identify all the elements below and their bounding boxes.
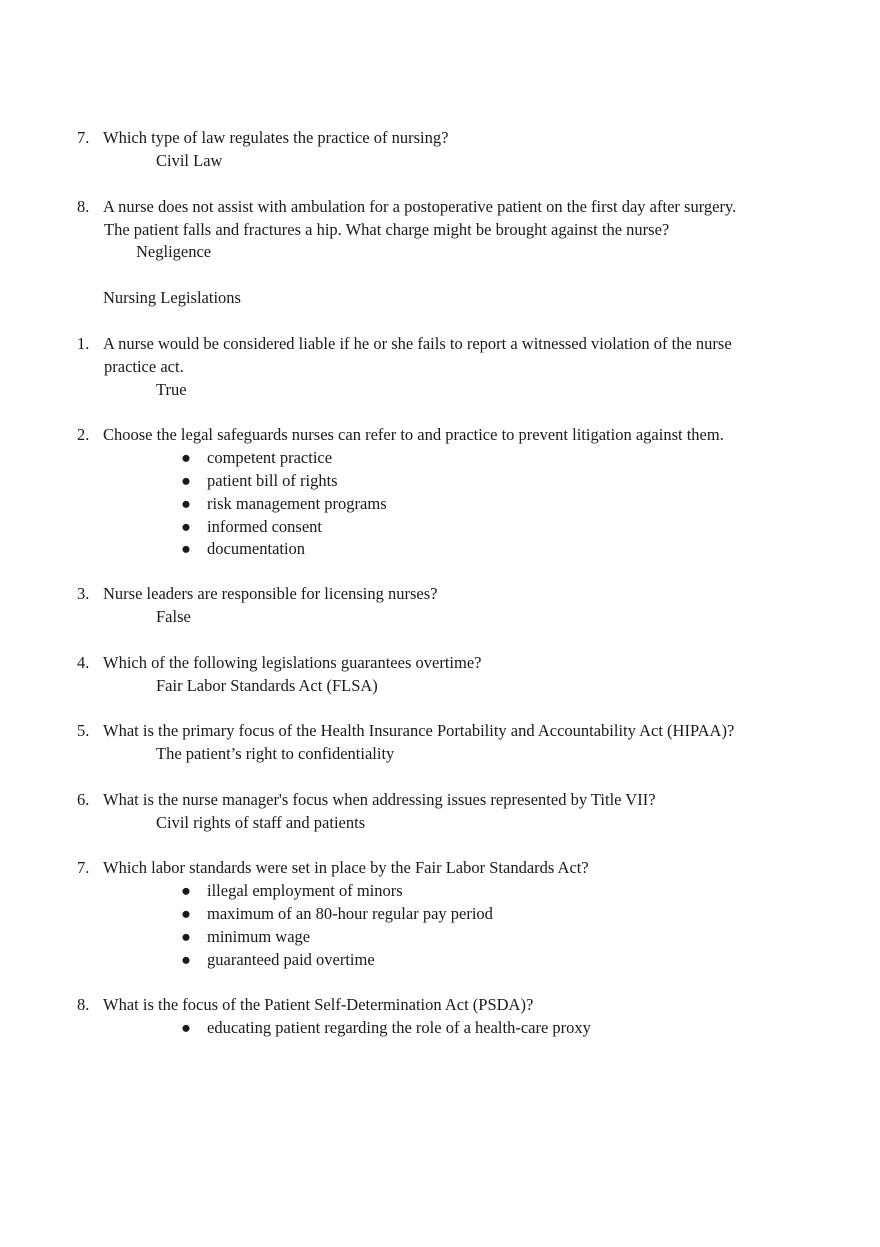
question-number: 8. xyxy=(77,995,90,1014)
bullet-icon: ● xyxy=(181,539,191,558)
bullet-icon: ● xyxy=(181,881,191,900)
question-number: 7. xyxy=(77,128,90,147)
bullet-answer: minimum wage xyxy=(207,927,311,946)
answer-text: Negligence xyxy=(136,242,212,261)
answer-text: Civil Law xyxy=(156,151,223,170)
answer-text: Civil rights of staff and patients xyxy=(156,813,366,832)
section-heading: Nursing Legislations xyxy=(103,288,241,307)
bullet-answer: educating patient regarding the role of a health-care proxy xyxy=(207,1018,591,1037)
bullet-answer: patient bill of rights xyxy=(207,471,338,490)
question-text: Which labor standards were set in place by the Fair Labor Standards Act? xyxy=(103,858,589,877)
question-text: Choose the legal safeguards nurses can refer to and practice to prevent litigation against them. xyxy=(103,425,724,444)
bullet-icon: ● xyxy=(181,471,191,490)
bullet-answer: illegal employment of minors xyxy=(207,881,403,900)
question-number: 7. xyxy=(77,858,90,877)
bullet-answer: competent practice xyxy=(207,448,333,467)
bullet-answer: maximum of an 80-hour regular pay period xyxy=(207,904,493,923)
bullet-icon: ● xyxy=(181,927,191,946)
question-number: 8. xyxy=(77,197,90,216)
question-text: A nurse would be considered liable if he or she fails to report a witnessed violation of the nurse xyxy=(103,334,732,353)
question-number: 2. xyxy=(77,425,90,444)
question-text: What is the primary focus of the Health Insurance Portability and Accountability Act (HIPAA)? xyxy=(103,721,735,740)
answer-text: False xyxy=(156,607,191,626)
bullet-answer: risk management programs xyxy=(207,494,387,513)
question-text-continued: practice act. xyxy=(104,357,184,376)
bullet-answer: informed consent xyxy=(207,517,323,536)
bullet-icon: ● xyxy=(181,904,191,923)
bullet-icon: ● xyxy=(181,1018,191,1037)
question-text: A nurse does not assist with ambulation for a postoperative patient on the first day after surgery. xyxy=(103,197,737,216)
question-text: Which type of law regulates the practice of nursing? xyxy=(103,128,449,147)
question-number: 5. xyxy=(77,721,90,740)
question-number: 1. xyxy=(77,334,90,353)
bullet-answer: documentation xyxy=(207,539,306,558)
question-number: 3. xyxy=(77,584,90,603)
question-text: What is the focus of the Patient Self-Determination Act (PSDA)? xyxy=(103,995,534,1014)
question-text: Which of the following legislations guarantees overtime? xyxy=(103,653,482,672)
question-number: 4. xyxy=(77,653,90,672)
bullet-icon: ● xyxy=(181,517,191,536)
question-text: Nurse leaders are responsible for licensing nurses? xyxy=(103,584,438,603)
answer-text: The patient’s right to confidentiality xyxy=(156,744,395,763)
question-text-continued: The patient falls and fractures a hip. What charge might be brought against the nurse? xyxy=(104,220,670,239)
question-number: 6. xyxy=(77,790,90,809)
answer-text: True xyxy=(156,380,187,399)
answer-text: Fair Labor Standards Act (FLSA) xyxy=(156,676,378,695)
bullet-icon: ● xyxy=(181,494,191,513)
bullet-icon: ● xyxy=(181,448,191,467)
question-text: What is the nurse manager's focus when addressing issues represented by Title VII? xyxy=(103,790,656,809)
bullet-answer: guaranteed paid overtime xyxy=(207,950,375,969)
bullet-icon: ● xyxy=(181,950,191,969)
